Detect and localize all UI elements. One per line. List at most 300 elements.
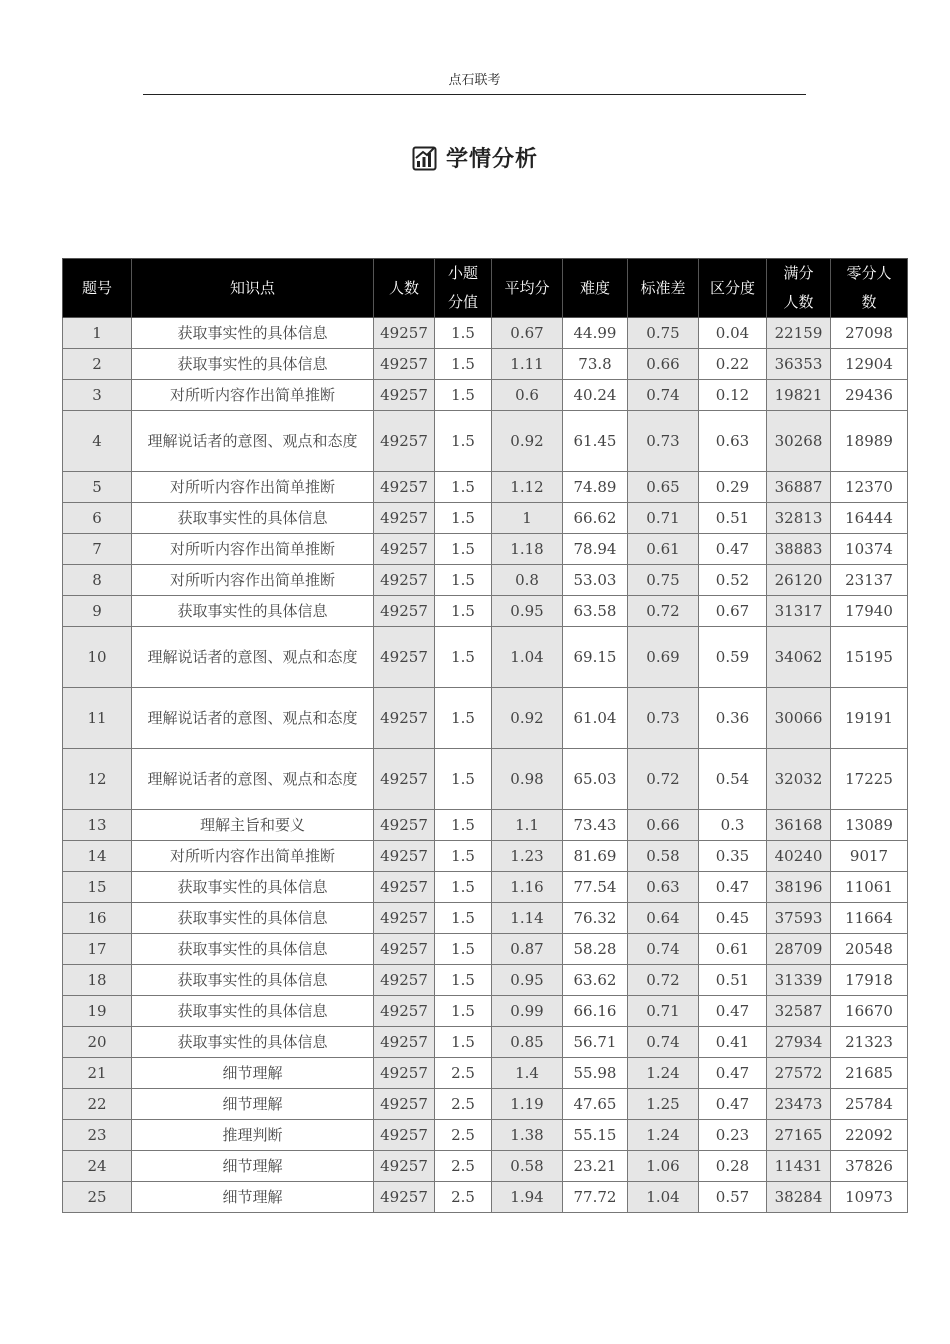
col-stddev-cell: 0.61 bbox=[628, 534, 699, 565]
col-knowledge-cell: 细节理解 bbox=[132, 1089, 374, 1120]
col-discrimination-cell: 0.47 bbox=[699, 1089, 767, 1120]
col-count-cell: 49257 bbox=[374, 872, 435, 903]
col-discrimination-cell: 0.22 bbox=[699, 349, 767, 380]
col-count-cell: 49257 bbox=[374, 596, 435, 627]
col-score-cell: 1.5 bbox=[435, 841, 492, 872]
col-difficulty-cell: 65.03 bbox=[563, 749, 628, 810]
col-fullscore-cell: 40240 bbox=[767, 841, 831, 872]
col-difficulty-cell: 56.71 bbox=[563, 1027, 628, 1058]
col-fullscore-cell: 38883 bbox=[767, 534, 831, 565]
col-discrimination-cell: 0.47 bbox=[699, 872, 767, 903]
col-zeroscore-cell: 10973 bbox=[831, 1182, 908, 1213]
col-qnum-cell: 16 bbox=[63, 903, 132, 934]
col-count-cell: 49257 bbox=[374, 1151, 435, 1182]
col-qnum-cell: 2 bbox=[63, 349, 132, 380]
col-score-cell: 1.5 bbox=[435, 688, 492, 749]
col-fullscore-cell: 36887 bbox=[767, 472, 831, 503]
col-average-cell: 0.6 bbox=[492, 380, 563, 411]
col-zeroscore-cell: 37826 bbox=[831, 1151, 908, 1182]
col-knowledge-cell: 获取事实性的具体信息 bbox=[132, 872, 374, 903]
col-stddev-cell: 0.72 bbox=[628, 596, 699, 627]
col-qnum-cell: 4 bbox=[63, 411, 132, 472]
col-stddev-cell: 0.65 bbox=[628, 472, 699, 503]
col-average-cell: 1.11 bbox=[492, 349, 563, 380]
col-stddev-cell: 0.73 bbox=[628, 411, 699, 472]
col-count-cell: 49257 bbox=[374, 996, 435, 1027]
table-row bbox=[63, 810, 908, 841]
col-score-cell: 1.5 bbox=[435, 996, 492, 1027]
page-header bbox=[143, 70, 806, 95]
col-stddev-cell: 0.74 bbox=[628, 934, 699, 965]
col-average-cell: 1.16 bbox=[492, 872, 563, 903]
col-score-cell: 2.5 bbox=[435, 1089, 492, 1120]
col-fullscore-cell: 30066 bbox=[767, 688, 831, 749]
col-fullscore-cell: 36168 bbox=[767, 810, 831, 841]
col-knowledge-cell: 对所听内容作出简单推断 bbox=[132, 841, 374, 872]
col-stddev-cell: 1.24 bbox=[628, 1058, 699, 1089]
col-discrimination-header bbox=[699, 259, 767, 318]
col-difficulty-cell: 66.62 bbox=[563, 503, 628, 534]
table-row bbox=[63, 411, 908, 472]
col-qnum-cell: 6 bbox=[63, 503, 132, 534]
col-average-cell: 1 bbox=[492, 503, 563, 534]
col-difficulty-cell: 73.8 bbox=[563, 349, 628, 380]
col-count-cell: 49257 bbox=[374, 472, 435, 503]
header-label: 知识点 bbox=[229, 278, 275, 297]
col-stddev-cell: 0.64 bbox=[628, 903, 699, 934]
col-difficulty-cell: 66.16 bbox=[563, 996, 628, 1027]
col-qnum-cell: 21 bbox=[63, 1058, 132, 1089]
col-discrimination-cell: 0.3 bbox=[699, 810, 767, 841]
col-count-cell: 49257 bbox=[374, 627, 435, 688]
col-count-cell: 49257 bbox=[374, 810, 435, 841]
col-discrimination-cell: 0.47 bbox=[699, 534, 767, 565]
col-discrimination-cell: 0.51 bbox=[699, 503, 767, 534]
col-discrimination-cell: 0.47 bbox=[699, 1058, 767, 1089]
col-zeroscore-cell: 19191 bbox=[831, 688, 908, 749]
table-row bbox=[63, 534, 908, 565]
col-fullscore-cell: 30268 bbox=[767, 411, 831, 472]
col-stddev-cell: 1.25 bbox=[628, 1089, 699, 1120]
col-qnum-cell: 14 bbox=[63, 841, 132, 872]
col-knowledge-cell: 获取事实性的具体信息 bbox=[132, 903, 374, 934]
col-average-cell: 1.23 bbox=[492, 841, 563, 872]
col-zeroscore-cell: 10374 bbox=[831, 534, 908, 565]
col-qnum-cell: 20 bbox=[63, 1027, 132, 1058]
table-row bbox=[63, 596, 908, 627]
col-score-cell: 1.5 bbox=[435, 872, 492, 903]
table-row bbox=[63, 565, 908, 596]
header-label: 人数 bbox=[388, 278, 419, 297]
table-row bbox=[63, 1089, 908, 1120]
col-difficulty-cell: 23.21 bbox=[563, 1151, 628, 1182]
col-score-cell: 1.5 bbox=[435, 318, 492, 349]
col-fullscore-cell: 22159 bbox=[767, 318, 831, 349]
col-count-cell: 49257 bbox=[374, 380, 435, 411]
col-difficulty-cell: 78.94 bbox=[563, 534, 628, 565]
col-score-cell: 1.5 bbox=[435, 472, 492, 503]
header-label: 满分 bbox=[783, 264, 814, 282]
header-label: 题号 bbox=[81, 278, 112, 297]
col-average-cell: 1.04 bbox=[492, 627, 563, 688]
col-fullscore-cell: 38196 bbox=[767, 872, 831, 903]
brand-name: 点石联考 bbox=[448, 73, 501, 88]
col-knowledge-cell: 对所听内容作出简单推断 bbox=[132, 380, 374, 411]
col-score-cell: 1.5 bbox=[435, 934, 492, 965]
col-difficulty-cell: 61.04 bbox=[563, 688, 628, 749]
col-knowledge-cell: 细节理解 bbox=[132, 1182, 374, 1213]
col-discrimination-cell: 0.47 bbox=[699, 996, 767, 1027]
table-row bbox=[63, 934, 908, 965]
col-average-cell: 0.87 bbox=[492, 934, 563, 965]
col-stddev-cell: 0.75 bbox=[628, 318, 699, 349]
col-stddev-cell: 0.72 bbox=[628, 749, 699, 810]
table-row bbox=[63, 1120, 908, 1151]
col-knowledge-cell: 获取事实性的具体信息 bbox=[132, 996, 374, 1027]
col-stddev-cell: 1.04 bbox=[628, 1182, 699, 1213]
col-count-cell: 49257 bbox=[374, 934, 435, 965]
col-fullscore-cell: 26120 bbox=[767, 565, 831, 596]
col-average-cell: 1.12 bbox=[492, 472, 563, 503]
col-zeroscore-cell: 17918 bbox=[831, 965, 908, 996]
col-knowledge-cell: 理解说话者的意图、观点和态度 bbox=[132, 688, 374, 749]
col-difficulty-cell: 47.65 bbox=[563, 1089, 628, 1120]
col-average-header bbox=[492, 259, 563, 318]
col-score-header bbox=[435, 259, 492, 318]
col-zeroscore-cell: 11664 bbox=[831, 903, 908, 934]
col-knowledge-cell: 获取事实性的具体信息 bbox=[132, 965, 374, 996]
col-discrimination-cell: 0.28 bbox=[699, 1151, 767, 1182]
col-count-cell: 49257 bbox=[374, 1089, 435, 1120]
col-score-cell: 2.5 bbox=[435, 1120, 492, 1151]
col-average-cell: 1.18 bbox=[492, 534, 563, 565]
col-score-cell: 1.5 bbox=[435, 380, 492, 411]
col-knowledge-cell: 获取事实性的具体信息 bbox=[132, 503, 374, 534]
col-average-cell: 1.14 bbox=[492, 903, 563, 934]
col-difficulty-header bbox=[563, 259, 628, 318]
col-fullscore-cell: 11431 bbox=[767, 1151, 831, 1182]
col-fullscore-cell: 28709 bbox=[767, 934, 831, 965]
col-stddev-cell: 0.63 bbox=[628, 872, 699, 903]
header-label-line2: 人数 bbox=[783, 293, 814, 311]
table-row bbox=[63, 349, 908, 380]
col-score-cell: 1.5 bbox=[435, 534, 492, 565]
col-fullscore-cell: 31339 bbox=[767, 965, 831, 996]
col-discrimination-cell: 0.61 bbox=[699, 934, 767, 965]
col-fullscore-cell: 32032 bbox=[767, 749, 831, 810]
col-score-cell: 2.5 bbox=[435, 1058, 492, 1089]
col-count-cell: 49257 bbox=[374, 565, 435, 596]
col-stddev-cell: 0.74 bbox=[628, 1027, 699, 1058]
col-qnum-cell: 1 bbox=[63, 318, 132, 349]
col-stddev-cell: 1.24 bbox=[628, 1120, 699, 1151]
col-knowledge-cell: 理解说话者的意图、观点和态度 bbox=[132, 627, 374, 688]
col-count-cell: 49257 bbox=[374, 1182, 435, 1213]
col-discrimination-cell: 0.04 bbox=[699, 318, 767, 349]
col-knowledge-cell: 推理判断 bbox=[132, 1120, 374, 1151]
col-discrimination-cell: 0.35 bbox=[699, 841, 767, 872]
col-qnum-cell: 9 bbox=[63, 596, 132, 627]
col-average-cell: 0.95 bbox=[492, 965, 563, 996]
col-stddev-cell: 0.58 bbox=[628, 841, 699, 872]
analysis-table bbox=[62, 258, 908, 1213]
col-stddev-cell: 0.66 bbox=[628, 349, 699, 380]
col-average-cell: 1.94 bbox=[492, 1182, 563, 1213]
col-zeroscore-cell: 9017 bbox=[831, 841, 908, 872]
col-knowledge-cell: 理解说话者的意图、观点和态度 bbox=[132, 749, 374, 810]
col-zeroscore-header bbox=[831, 259, 908, 318]
table-row bbox=[63, 1058, 908, 1089]
col-fullscore-cell: 37593 bbox=[767, 903, 831, 934]
col-qnum-cell: 15 bbox=[63, 872, 132, 903]
col-score-cell: 2.5 bbox=[435, 1151, 492, 1182]
header-label: 标准差 bbox=[640, 278, 686, 297]
col-score-cell: 1.5 bbox=[435, 596, 492, 627]
col-difficulty-cell: 58.28 bbox=[563, 934, 628, 965]
col-discrimination-cell: 0.23 bbox=[699, 1120, 767, 1151]
header-label: 区分度 bbox=[709, 278, 755, 297]
col-stddev-cell: 0.69 bbox=[628, 627, 699, 688]
col-average-cell: 0.85 bbox=[492, 1027, 563, 1058]
col-difficulty-cell: 73.43 bbox=[563, 810, 628, 841]
col-score-cell: 1.5 bbox=[435, 810, 492, 841]
col-count-cell: 49257 bbox=[374, 411, 435, 472]
col-difficulty-cell: 40.24 bbox=[563, 380, 628, 411]
col-zeroscore-cell: 20548 bbox=[831, 934, 908, 965]
col-average-cell: 0.98 bbox=[492, 749, 563, 810]
col-zeroscore-cell: 29436 bbox=[831, 380, 908, 411]
col-zeroscore-cell: 27098 bbox=[831, 318, 908, 349]
col-fullscore-cell: 32587 bbox=[767, 996, 831, 1027]
col-zeroscore-cell: 21323 bbox=[831, 1027, 908, 1058]
table-row bbox=[63, 688, 908, 749]
header-label: 难度 bbox=[579, 278, 610, 297]
col-average-cell: 0.67 bbox=[492, 318, 563, 349]
col-knowledge-cell: 理解说话者的意图、观点和态度 bbox=[132, 411, 374, 472]
col-stddev-cell: 0.72 bbox=[628, 965, 699, 996]
col-average-cell: 0.95 bbox=[492, 596, 563, 627]
col-discrimination-cell: 0.29 bbox=[699, 472, 767, 503]
col-difficulty-cell: 55.98 bbox=[563, 1058, 628, 1089]
col-zeroscore-cell: 16670 bbox=[831, 996, 908, 1027]
col-qnum-cell: 8 bbox=[63, 565, 132, 596]
col-zeroscore-cell: 12370 bbox=[831, 472, 908, 503]
col-score-cell: 1.5 bbox=[435, 1027, 492, 1058]
table-row bbox=[63, 1027, 908, 1058]
col-average-cell: 0.99 bbox=[492, 996, 563, 1027]
col-knowledge-cell: 获取事实性的具体信息 bbox=[132, 349, 374, 380]
table-row bbox=[63, 503, 908, 534]
col-average-cell: 0.8 bbox=[492, 565, 563, 596]
col-discrimination-cell: 0.63 bbox=[699, 411, 767, 472]
col-qnum-cell: 23 bbox=[63, 1120, 132, 1151]
col-knowledge-cell: 获取事实性的具体信息 bbox=[132, 318, 374, 349]
col-zeroscore-cell: 16444 bbox=[831, 503, 908, 534]
col-zeroscore-cell: 13089 bbox=[831, 810, 908, 841]
col-fullscore-cell: 27934 bbox=[767, 1027, 831, 1058]
col-difficulty-cell: 55.15 bbox=[563, 1120, 628, 1151]
col-average-cell: 1.19 bbox=[492, 1089, 563, 1120]
col-qnum-cell: 17 bbox=[63, 934, 132, 965]
col-fullscore-cell: 19821 bbox=[767, 380, 831, 411]
col-stddev-header bbox=[628, 259, 699, 318]
header-label: 平均分 bbox=[504, 278, 550, 297]
table-row bbox=[63, 1182, 908, 1213]
table-row bbox=[63, 903, 908, 934]
col-zeroscore-cell: 15195 bbox=[831, 627, 908, 688]
col-discrimination-cell: 0.36 bbox=[699, 688, 767, 749]
col-zeroscore-cell: 21685 bbox=[831, 1058, 908, 1089]
col-score-cell: 2.5 bbox=[435, 1182, 492, 1213]
col-score-cell: 1.5 bbox=[435, 903, 492, 934]
col-score-cell: 1.5 bbox=[435, 503, 492, 534]
col-knowledge-cell: 对所听内容作出简单推断 bbox=[132, 472, 374, 503]
col-score-cell: 1.5 bbox=[435, 627, 492, 688]
col-discrimination-cell: 0.67 bbox=[699, 596, 767, 627]
col-count-cell: 49257 bbox=[374, 1120, 435, 1151]
col-score-cell: 1.5 bbox=[435, 411, 492, 472]
col-fullscore-cell: 32813 bbox=[767, 503, 831, 534]
col-stddev-cell: 0.73 bbox=[628, 688, 699, 749]
col-zeroscore-cell: 12904 bbox=[831, 349, 908, 380]
col-count-cell: 49257 bbox=[374, 318, 435, 349]
col-knowledge-cell: 理解主旨和要义 bbox=[132, 810, 374, 841]
col-difficulty-cell: 76.32 bbox=[563, 903, 628, 934]
col-average-cell: 0.58 bbox=[492, 1151, 563, 1182]
header-label-line2: 分值 bbox=[447, 293, 478, 311]
col-fullscore-cell: 31317 bbox=[767, 596, 831, 627]
col-difficulty-cell: 61.45 bbox=[563, 411, 628, 472]
col-qnum-header bbox=[63, 259, 132, 318]
col-count-cell: 49257 bbox=[374, 1027, 435, 1058]
col-count-cell: 49257 bbox=[374, 1058, 435, 1089]
col-score-cell: 1.5 bbox=[435, 349, 492, 380]
col-knowledge-cell: 细节理解 bbox=[132, 1151, 374, 1182]
col-average-cell: 0.92 bbox=[492, 411, 563, 472]
col-knowledge-cell: 获取事实性的具体信息 bbox=[132, 596, 374, 627]
col-qnum-cell: 12 bbox=[63, 749, 132, 810]
col-difficulty-cell: 81.69 bbox=[563, 841, 628, 872]
col-count-cell: 49257 bbox=[374, 349, 435, 380]
table-row bbox=[63, 749, 908, 810]
header-label-line2: 数 bbox=[861, 293, 877, 311]
col-count-cell: 49257 bbox=[374, 965, 435, 996]
table-row bbox=[63, 872, 908, 903]
col-discrimination-cell: 0.41 bbox=[699, 1027, 767, 1058]
col-qnum-cell: 19 bbox=[63, 996, 132, 1027]
col-stddev-cell: 1.06 bbox=[628, 1151, 699, 1182]
title-text: 学情分析 bbox=[445, 147, 538, 172]
col-difficulty-cell: 53.03 bbox=[563, 565, 628, 596]
col-qnum-cell: 24 bbox=[63, 1151, 132, 1182]
col-discrimination-cell: 0.54 bbox=[699, 749, 767, 810]
col-qnum-cell: 13 bbox=[63, 810, 132, 841]
col-difficulty-cell: 74.89 bbox=[563, 472, 628, 503]
col-knowledge-header bbox=[132, 259, 374, 318]
col-count-header bbox=[374, 259, 435, 318]
col-qnum-cell: 18 bbox=[63, 965, 132, 996]
col-discrimination-cell: 0.12 bbox=[699, 380, 767, 411]
col-count-cell: 49257 bbox=[374, 688, 435, 749]
col-count-cell: 49257 bbox=[374, 903, 435, 934]
col-zeroscore-cell: 22092 bbox=[831, 1120, 908, 1151]
col-average-cell: 0.92 bbox=[492, 688, 563, 749]
col-difficulty-cell: 63.62 bbox=[563, 965, 628, 996]
col-fullscore-cell: 38284 bbox=[767, 1182, 831, 1213]
col-fullscore-cell: 23473 bbox=[767, 1089, 831, 1120]
col-score-cell: 1.5 bbox=[435, 749, 492, 810]
col-discrimination-cell: 0.59 bbox=[699, 627, 767, 688]
col-score-cell: 1.5 bbox=[435, 565, 492, 596]
col-difficulty-cell: 77.54 bbox=[563, 872, 628, 903]
chart-icon bbox=[412, 144, 438, 172]
col-average-cell: 1.1 bbox=[492, 810, 563, 841]
col-knowledge-cell: 获取事实性的具体信息 bbox=[132, 934, 374, 965]
table-row bbox=[63, 841, 908, 872]
col-fullscore-header bbox=[767, 259, 831, 318]
col-zeroscore-cell: 18989 bbox=[831, 411, 908, 472]
col-count-cell: 49257 bbox=[374, 841, 435, 872]
col-discrimination-cell: 0.57 bbox=[699, 1182, 767, 1213]
table-row bbox=[63, 627, 908, 688]
col-fullscore-cell: 27165 bbox=[767, 1120, 831, 1151]
col-qnum-cell: 7 bbox=[63, 534, 132, 565]
table-row bbox=[63, 380, 908, 411]
col-zeroscore-cell: 11061 bbox=[831, 872, 908, 903]
col-qnum-cell: 10 bbox=[63, 627, 132, 688]
col-stddev-cell: 0.71 bbox=[628, 503, 699, 534]
col-knowledge-cell: 细节理解 bbox=[132, 1058, 374, 1089]
col-fullscore-cell: 34062 bbox=[767, 627, 831, 688]
col-score-cell: 1.5 bbox=[435, 965, 492, 996]
col-fullscore-cell: 36353 bbox=[767, 349, 831, 380]
col-zeroscore-cell: 17940 bbox=[831, 596, 908, 627]
table-row bbox=[63, 472, 908, 503]
col-stddev-cell: 0.66 bbox=[628, 810, 699, 841]
col-zeroscore-cell: 23137 bbox=[831, 565, 908, 596]
col-zeroscore-cell: 25784 bbox=[831, 1089, 908, 1120]
table-row bbox=[63, 318, 908, 349]
table-row bbox=[63, 996, 908, 1027]
col-qnum-cell: 5 bbox=[63, 472, 132, 503]
col-knowledge-cell: 获取事实性的具体信息 bbox=[132, 1027, 374, 1058]
col-difficulty-cell: 44.99 bbox=[563, 318, 628, 349]
col-average-cell: 1.4 bbox=[492, 1058, 563, 1089]
col-stddev-cell: 0.71 bbox=[628, 996, 699, 1027]
table-header-row bbox=[63, 259, 908, 318]
col-knowledge-cell: 对所听内容作出简单推断 bbox=[132, 565, 374, 596]
col-stddev-cell: 0.75 bbox=[628, 565, 699, 596]
col-qnum-cell: 25 bbox=[63, 1182, 132, 1213]
col-average-cell: 1.38 bbox=[492, 1120, 563, 1151]
col-qnum-cell: 3 bbox=[63, 380, 132, 411]
table-row bbox=[63, 1151, 908, 1182]
col-zeroscore-cell: 17225 bbox=[831, 749, 908, 810]
table-body bbox=[63, 318, 908, 1213]
col-discrimination-cell: 0.51 bbox=[699, 965, 767, 996]
col-qnum-cell: 22 bbox=[63, 1089, 132, 1120]
header-label: 小题 bbox=[447, 264, 478, 282]
col-qnum-cell: 11 bbox=[63, 688, 132, 749]
col-count-cell: 49257 bbox=[374, 749, 435, 810]
col-knowledge-cell: 对所听内容作出简单推断 bbox=[132, 534, 374, 565]
col-count-cell: 49257 bbox=[374, 534, 435, 565]
col-fullscore-cell: 27572 bbox=[767, 1058, 831, 1089]
col-discrimination-cell: 0.52 bbox=[699, 565, 767, 596]
col-difficulty-cell: 77.72 bbox=[563, 1182, 628, 1213]
page-title bbox=[0, 142, 950, 173]
col-stddev-cell: 0.74 bbox=[628, 380, 699, 411]
